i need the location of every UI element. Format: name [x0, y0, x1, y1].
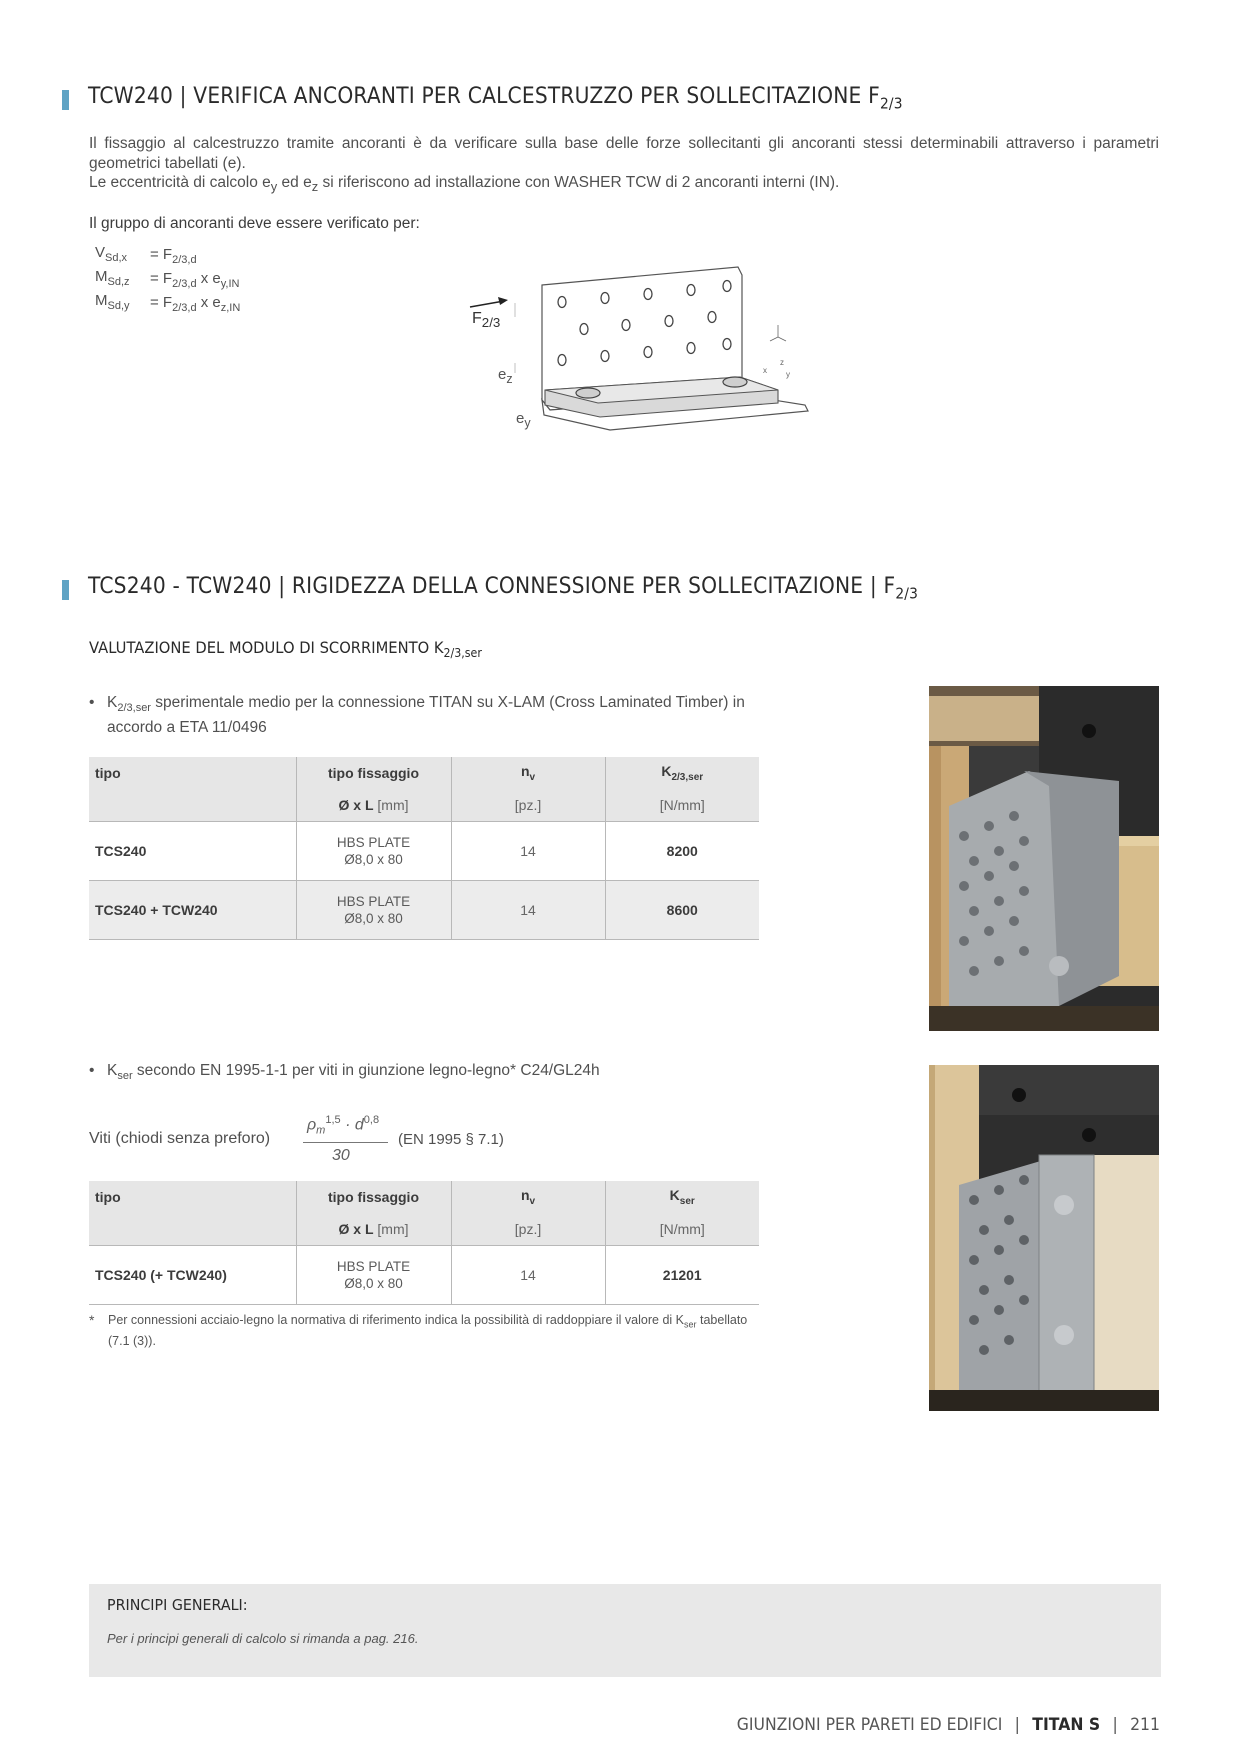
formula-fraction-line [303, 1142, 388, 1143]
unit-nv: [pz.] [451, 1213, 605, 1246]
th-tipo: tipo [89, 1181, 296, 1213]
bullet-experimental: • $K_{2/3,ser}$ sperimentale medio per la connessione TITAN su X-LAM (Cross Laminated Timber) in accordo a ETA 11/0496 [89, 694, 745, 737]
section-title [88, 84, 903, 112]
cell-nv: 14 [451, 822, 605, 881]
th-kser: $K_{ser}$ [605, 1181, 759, 1213]
table-header-row [89, 757, 759, 789]
eccentricity-paragraph [89, 173, 1159, 197]
cell-k: 8200 [605, 822, 759, 881]
unit-k: [N/mm] [605, 1213, 759, 1246]
ecc-text-c: si riferiscono ad installazione con WASHER TCW di 2 ancoranti interni (IN). [318, 174, 840, 191]
principi-text: Per i principi generali di calcolo si rimanda a pag. 216. [107, 1631, 419, 1646]
equation-msdz: $M_{Sd,z}$ [95, 268, 130, 288]
section-title-text: TCW240 | VERIFICA ANCORANTI PER CALCESTRUZZO PER SOLLECITAZIONE F [88, 84, 880, 109]
cell-nv: 14 [451, 881, 605, 940]
table-units-row [89, 789, 759, 822]
section-marker [62, 580, 69, 600]
cell-fissaggio: HBS PLATE Ø8,0 x 80 [296, 822, 451, 881]
section2-title-sub: 2/3 [895, 584, 919, 603]
photo-tcs240-test [929, 686, 1159, 1031]
unit-nv: [pz.] [451, 789, 605, 822]
cell-fissaggio: HBS PLATE Ø8,0 x 80 [296, 1246, 451, 1305]
formula-numerator: $\rho_m^{1,5} \cdot d^{0,8}$ [307, 1114, 380, 1137]
ez-label: $e_z$ [498, 366, 513, 386]
intro-paragraph [89, 134, 1159, 174]
equation-msdy-rhs: = $F_{2/3,d}$ x $e_{z,IN}$ [150, 294, 241, 314]
formula-denominator: 30 [332, 1147, 350, 1164]
axis-z-label: z [780, 358, 784, 367]
force-label: $F_{2/3}$ [472, 310, 501, 331]
footer-section: GIUNZIONI PER PARETI ED EDIFICI [736, 1715, 1003, 1735]
ecc-sub-z: z [311, 179, 319, 195]
footer-product: TITAN S [1032, 1715, 1101, 1735]
axis-x-label: x [763, 366, 767, 375]
table-header-row [89, 1181, 759, 1213]
formula-label: Viti (chiodi senza preforo) [89, 1130, 271, 1147]
equation-msdz-rhs: = $F_{2/3,d}$ x $e_{y,IN}$ [150, 270, 240, 290]
cell-nv: 14 [451, 1246, 605, 1305]
anchor-nut-right [723, 377, 747, 387]
cell-tipo: TCS240 + TCW240 [89, 881, 296, 940]
equation-vsdx: $V_{Sd,x}$ [95, 244, 128, 264]
bullet-kser: • $K_{ser}$ secondo EN 1995-1-1 per viti in giunzione legno-legno* C24/GL24h [89, 1062, 600, 1083]
equation-vsdx-rhs: = $F_{2/3,d}$ [150, 246, 197, 266]
ey-label: $e_y$ [516, 410, 531, 430]
intro-text-1: Il fissaggio al calcestruzzo tramite ancoranti è da verificare sulla base delle forze sollecitanti gli ancoranti stessi determinabili attraverso i parametri geometrici tabellati (e). [89, 135, 1159, 172]
unit-k: [N/mm] [605, 789, 759, 822]
table-kser [89, 1181, 759, 1305]
section-marker [62, 90, 69, 110]
principi-title: PRINCIPI GENERALI: [107, 1596, 248, 1614]
ecc-sub-y: y [270, 179, 278, 195]
page-number: 211 [1130, 1715, 1160, 1735]
axes-symbol [770, 325, 786, 341]
table-k23ser [89, 757, 759, 940]
axis-y-label: y [786, 370, 790, 379]
th-tipo: tipo [89, 757, 296, 789]
formula-reference: (EN 1995 § 7.1) [398, 1131, 504, 1148]
section-title-sub: 2/3 [879, 94, 903, 113]
ecc-text-a: Le eccentricità di calcolo e [89, 174, 271, 191]
table-row [89, 822, 759, 881]
footer-sep: | [1112, 1715, 1118, 1735]
page-footer [737, 1715, 1160, 1735]
anchor-nut-left [576, 388, 600, 398]
table-units-row [89, 1213, 759, 1246]
cell-tipo: TCS240 [89, 822, 296, 881]
principi-box [89, 1584, 1161, 1677]
th-nv: $n_v$ [451, 757, 605, 789]
photo-tcw240-test [929, 1065, 1159, 1411]
table-row [89, 881, 759, 940]
footnote: * Per connessioni acciaio-legno la normativa di riferimento indica la possibilità di raddoppiare il valore di $K_{ser}$ tabellato (7.1 (3)). [89, 1312, 748, 1348]
th-k: $K_{2/3,ser}$ [605, 757, 759, 789]
th-nv: $n_v$ [451, 1181, 605, 1213]
unit-fissaggio: Ø x L [mm] [296, 1213, 451, 1246]
th-fissaggio: tipo fissaggio [296, 757, 451, 789]
unit-fissaggio: Ø x L [mm] [296, 789, 451, 822]
cell-k: 21201 [605, 1246, 759, 1305]
th-fissaggio: tipo fissaggio [296, 1181, 451, 1213]
force-arrow [470, 301, 504, 307]
group-heading [89, 214, 420, 234]
table-row [89, 1246, 759, 1305]
cell-k: 8600 [605, 881, 759, 940]
cell-tipo: TCS240 (+ TCW240) [89, 1246, 296, 1305]
footer-sep: | [1014, 1715, 1021, 1735]
subheading-slip-modulus: VALUTAZIONE DEL MODULO DI SCORRIMENTO $K_{2/3,ser}$ [89, 638, 482, 661]
section-title [88, 574, 918, 602]
section2-title-text: TCS240 - TCW240 | RIGIDEZZA DELLA CONNESSIONE PER SOLLECITAZIONE | F [88, 574, 896, 599]
equation-msdy: $M_{Sd,y}$ [95, 292, 130, 312]
group-text: Il gruppo di ancoranti deve essere verificato per: [89, 215, 420, 232]
ecc-text-b: ed e [277, 174, 312, 191]
cell-fissaggio: HBS PLATE Ø8,0 x 80 [296, 881, 451, 940]
